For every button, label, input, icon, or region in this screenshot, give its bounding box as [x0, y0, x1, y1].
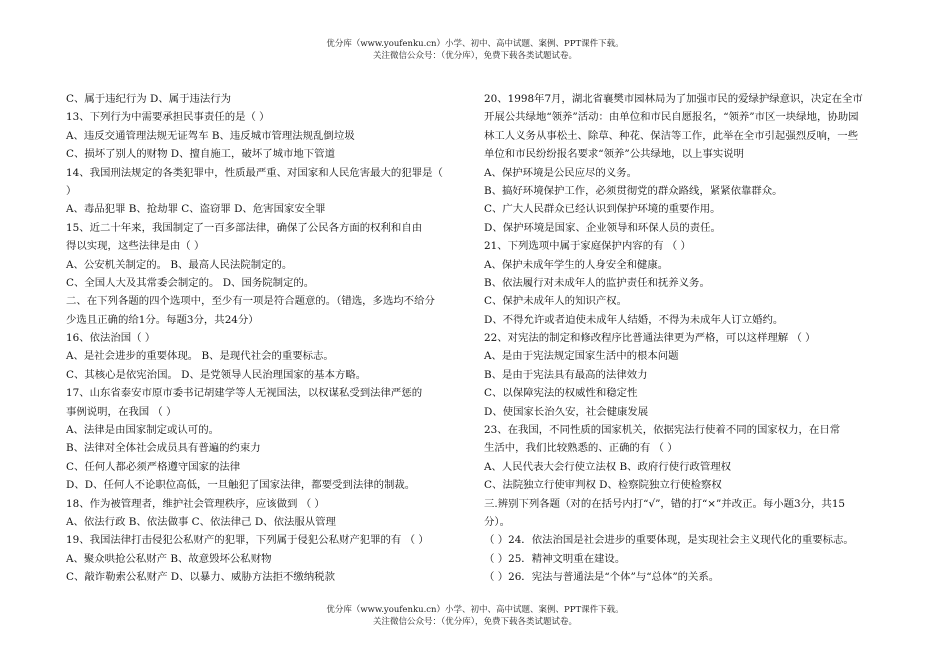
text-line: 开展公共绿地“领养”活动：由单位和市民自愿报名，“领养”市区一块绿地，协助园	[484, 111, 859, 124]
text-line: B、搞好环境保护工作，必须贯彻党的群众路线，紧紧依靠群众。	[484, 184, 783, 197]
text-line: A、聚众哄抢公私财产 B、故意毁坏公私财物	[66, 552, 272, 565]
right-column	[484, 90, 894, 587]
header-line-1: 优分库（www.youfenku.cn）小学、初中、高中试题、案例、PPT课件下载。	[326, 39, 624, 49]
text-line: 14、我国刑法规定的各类犯罪中，性质最严重、对国家和人民危害最大的犯罪是（	[66, 166, 443, 179]
text-line: A、毒品犯罪 B、抢劫罪 C、盗窃罪 D、危害国家安全罪	[66, 203, 326, 216]
text-line: C、法院独立行使审判权 D、检察院独立行使检察权	[484, 479, 722, 492]
text-line: 16、依法治国（ ）	[66, 332, 156, 345]
text-line: C、保护未成年人的知识产权。	[484, 295, 628, 308]
text-line: （ ）25．精神文明重在建设。	[484, 552, 626, 565]
text-line: C、全国人大及其常委会制定的。 D、国务院制定的。	[66, 276, 315, 289]
text-line: 21、下列选项中属于家庭保护内容的有 （ ）	[484, 240, 691, 253]
text-line: B、依法履行对未成年人的监护责任和抚养义务。	[484, 276, 710, 289]
text-line: 22、对宪法的制定和修改程序比普通法律更为严格，可以这样理解 （ ）	[484, 332, 816, 345]
text-line: C、任何人都必须严格遵守国家的法律	[66, 460, 241, 473]
text-line: 二、在下列各题的四个选项中，至少有一项是符合题意的。（错选，多选均不给分	[66, 295, 435, 308]
text-line: D、保护环境是国家、企业领导和环保人员的责任。	[484, 221, 721, 234]
page-header	[0, 38, 950, 62]
page-footer	[0, 604, 950, 628]
text-line: A、人民代表大会行使立法权 B、政府行使行政管理权	[484, 460, 732, 473]
text-line: C、敲诈勒索公私财产 D、以暴力、威胁方法拒不缴纳税款	[66, 571, 335, 584]
text-line: A、保护未成年学生的人身安全和健康。	[484, 258, 669, 271]
text-line: C、属于违纪行为 D、属于违法行为	[66, 93, 232, 105]
footer-line-1: 优分库（www.youfenku.cn）小学、初中、高中试题、案例、PPT课件下载。	[326, 605, 624, 615]
text-line: A、违反交通管理法规无证驾车 B、违反城市管理法规乱倒垃圾	[66, 129, 355, 142]
text-line: A、是社会进步的重要体现。 B、是现代社会的重要标志。	[66, 350, 334, 363]
text-line: 18、作为被管理者，维护社会管理秩序，应该做到 （ ）	[66, 497, 325, 510]
text-line: 23、在我国，不同性质的国家机关，依据宪法行使着不同的国家权力，在日常	[484, 424, 841, 437]
text-line: 生活中，我们比较熟悉的、正确的有 （ ）	[484, 442, 678, 455]
text-line: ）	[66, 184, 77, 197]
text-line: A、公安机关制定的。 B、最高人民法院制定的。	[66, 258, 293, 271]
text-line: D、D、任何人不论职位高低，一旦触犯了国家法律，都要受到法律的制裁。	[66, 479, 416, 492]
text-line: 19、我国法律打击侵犯公私财产的犯罪，下列属于侵犯公私财产犯罪的有 （ ）	[66, 534, 429, 547]
text-line: D、不得允许或者迫使未成年人结婚，不得为未成年人订立婚约。	[484, 313, 784, 326]
text-line: C、损坏了别人的财物 D、擅自施工，破坏了城市地下管道	[66, 148, 335, 161]
text-line: C、其核心是依宪治国。 D、是党领导人民治理国家的基本方略。	[66, 368, 367, 381]
text-line: 分）。	[484, 515, 510, 528]
header-line-2: 关注微信公众号：（优分库），免费下载各类试题试卷。	[372, 51, 577, 61]
left-column	[66, 90, 476, 587]
text-line: 单位和市民纷纷报名要求“领养”公共绿地，以上事实说明	[484, 148, 744, 161]
text-line: A、保护环境是公民应尽的义务。	[484, 166, 637, 179]
text-line: 少选且正确的给1分。每题3分，共24分）	[66, 313, 259, 326]
text-line: 三.辨别下列各题（对的在括号内打“√”，错的打“×”并改正。每小题3分，共15	[484, 497, 846, 510]
text-line: 事例说明，在我国 （ ）	[66, 405, 177, 418]
text-line: A、依法行政 B、依法做事 C、依法律己 D、依法服从管理	[66, 515, 336, 528]
text-line: C、以保障宪法的权威性和稳定性	[484, 387, 638, 400]
text-line: A、法律是由国家制定或认可的。	[66, 424, 219, 437]
text-line: B、是由于宪法具有最高的法律效力	[484, 368, 648, 381]
text-line: D、使国家长治久安，社会健康发展	[484, 405, 649, 418]
footer-line-2: 关注微信公众号：（优分库），免费下载各类试题试卷。	[372, 617, 577, 627]
text-line: 得以实现，这些法律是由（ ）	[66, 240, 205, 253]
text-line: 20、1998年7月，湖北省襄樊市园林局为了加强市民的爱绿护绿意识，决定在全市	[484, 93, 863, 105]
text-line: （ ）26．宪法与普通法是“个体”与“总体”的关系。	[484, 571, 720, 584]
text-line: 15、近二十年来，我国制定了一百多部法律，确保了公民各方面的权利和自由	[66, 221, 423, 234]
text-line: C、广大人民群众已经认识到保护环境的重要作用。	[484, 203, 721, 216]
text-line: 17、山东省泰安市原市委书记胡建学等人无视国法，以权谋私受到法律严惩的	[66, 387, 423, 400]
text-line: 13、下列行为中需要承担民事责任的是（ ）	[66, 111, 270, 124]
text-line: B、法律对全体社会成员具有普遍的约束力	[66, 442, 261, 455]
text-line: A、是由于宪法规定国家生活中的根本问题	[484, 350, 679, 363]
text-line: 林工人义务从事松土、除草、种花、保洁等工作，此举在全市引起强烈反响，一些	[484, 129, 859, 142]
text-line: （ ）24．依法治国是社会进步的重要体现，是实现社会主义现代化的重要标志。	[484, 534, 854, 547]
